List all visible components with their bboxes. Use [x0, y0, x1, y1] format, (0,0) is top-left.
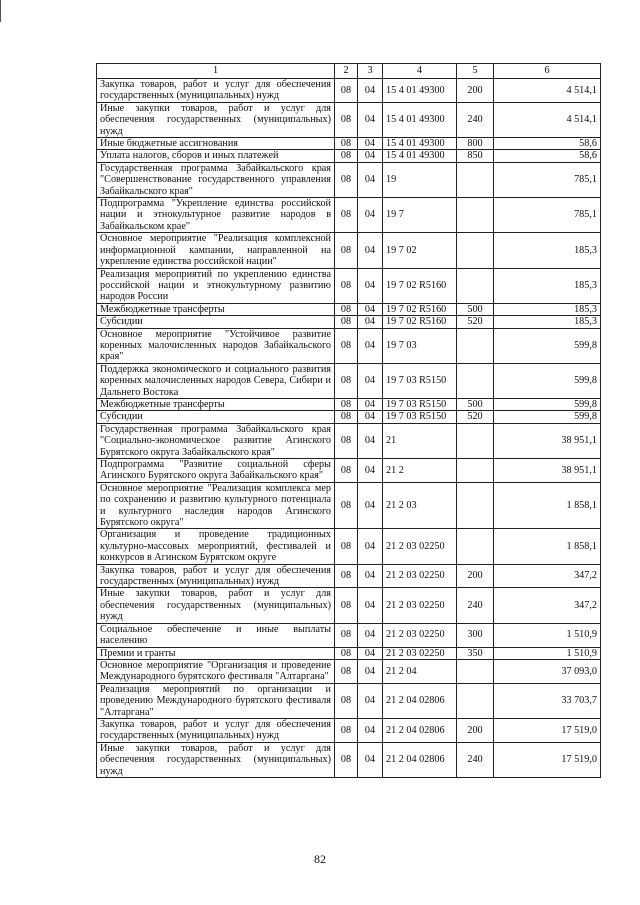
row-subsection-cell: 04 [358, 150, 383, 162]
page-corner-mark [0, 0, 9, 22]
row-expense-type-cell: 850 [457, 150, 494, 162]
row-name-cell: Субсидии [97, 411, 335, 423]
row-name-cell: Премии и гранты [97, 647, 335, 659]
row-target-article-cell: 21 2 04 02806 [383, 742, 457, 777]
row-subsection-cell: 04 [358, 718, 383, 742]
row-section-cell: 08 [335, 198, 358, 233]
row-section-cell: 08 [335, 303, 358, 315]
row-section-cell: 08 [335, 423, 358, 458]
row-section-cell: 08 [335, 683, 358, 718]
row-name-cell: Поддержка экономического и социального развития коренных малочисленных народов Севера, Сибири и Дальнего Востока [97, 363, 335, 398]
row-section-cell: 08 [335, 742, 358, 777]
row-sum-cell: 38 951,1 [494, 459, 601, 483]
table-row [97, 588, 601, 623]
row-name-cell: Иные закупки товаров, работ и услуг для обеспечения государственных (муниципальных) нужд [97, 102, 335, 137]
row-expense-type-cell [457, 162, 494, 197]
row-target-article-cell: 15 4 01 49300 [383, 102, 457, 137]
row-sum-cell: 17 519,0 [494, 718, 601, 742]
table-row [97, 482, 601, 529]
row-target-article-cell: 19 7 03 R5150 [383, 411, 457, 423]
row-subsection-cell: 04 [358, 233, 383, 268]
row-name-cell: Реализация мероприятий по укреплению единства российской нации и этнокультурному развитию народов России [97, 268, 335, 303]
header-cell-name: 1 [97, 64, 335, 79]
row-target-article-cell: 21 2 [383, 459, 457, 483]
row-name-cell: Организация и проведение традиционных культурно-массовых мероприятий, фестивалей и конкурсов в Агинском Бурятском округе [97, 529, 335, 564]
row-subsection-cell: 04 [358, 268, 383, 303]
row-target-article-cell: 21 2 04 02806 [383, 683, 457, 718]
row-target-article-cell: 21 2 03 [383, 482, 457, 529]
row-section-cell: 08 [335, 647, 358, 659]
row-name-cell: Закупка товаров, работ и услуг для обеспечения государственных (муниципальных) нужд [97, 718, 335, 742]
row-sum-cell: 58,6 [494, 150, 601, 162]
row-subsection-cell: 04 [358, 423, 383, 458]
row-sum-cell: 785,1 [494, 198, 601, 233]
table-row [97, 423, 601, 458]
row-expense-type-cell: 520 [457, 411, 494, 423]
table-row [97, 233, 601, 268]
row-target-article-cell: 21 2 04 [383, 659, 457, 683]
row-expense-type-cell: 500 [457, 303, 494, 315]
row-name-cell: Иные бюджетные ассигнования [97, 138, 335, 150]
row-subsection-cell: 04 [358, 647, 383, 659]
row-target-article-cell: 21 [383, 423, 457, 458]
page-number: 82 [314, 852, 326, 866]
table-header-row [97, 64, 601, 79]
table-body [97, 79, 601, 778]
row-expense-type-cell: 240 [457, 102, 494, 137]
row-sum-cell: 1 858,1 [494, 529, 601, 564]
row-expense-type-cell: 300 [457, 623, 494, 647]
row-target-article-cell: 19 7 02 R5160 [383, 303, 457, 315]
row-section-cell: 08 [335, 316, 358, 328]
table-row [97, 150, 601, 162]
row-subsection-cell: 04 [358, 162, 383, 197]
row-subsection-cell: 04 [358, 659, 383, 683]
row-sum-cell: 599,8 [494, 328, 601, 363]
row-target-article-cell: 21 2 03 02250 [383, 529, 457, 564]
row-subsection-cell: 04 [358, 303, 383, 315]
row-target-article-cell: 21 2 03 02250 [383, 623, 457, 647]
header-cell-sum: 6 [494, 64, 601, 79]
row-subsection-cell: 04 [358, 79, 383, 103]
row-sum-cell: 347,2 [494, 588, 601, 623]
row-name-cell: Государственная программа Забайкальского края "Совершенствование государственного управления Забайкальского края" [97, 162, 335, 197]
row-expense-type-cell [457, 459, 494, 483]
row-sum-cell: 185,3 [494, 268, 601, 303]
row-target-article-cell: 19 7 03 R5150 [383, 398, 457, 410]
table-row [97, 363, 601, 398]
row-section-cell: 08 [335, 162, 358, 197]
row-subsection-cell: 04 [358, 564, 383, 588]
header-cell-expense-type: 5 [457, 64, 494, 79]
row-name-cell: Основное мероприятие "Устойчивое развитие коренных малочисленных народов Забайкальского края" [97, 328, 335, 363]
table-row [97, 411, 601, 423]
row-expense-type-cell: 200 [457, 79, 494, 103]
row-sum-cell: 185,3 [494, 303, 601, 315]
row-expense-type-cell: 350 [457, 647, 494, 659]
row-name-cell: Основное мероприятие "Реализация комплекса мер по сохранению и развитию культурного потенциала и культурного наследия народов Агинского Бурятского округа" [97, 482, 335, 529]
row-section-cell: 08 [335, 588, 358, 623]
row-target-article-cell: 15 4 01 49300 [383, 79, 457, 103]
row-name-cell: Социальное обеспечение и иные выплаты населению [97, 623, 335, 647]
row-section-cell: 08 [335, 79, 358, 103]
row-section-cell: 08 [335, 363, 358, 398]
row-target-article-cell: 19 7 03 [383, 328, 457, 363]
row-section-cell: 08 [335, 233, 358, 268]
row-subsection-cell: 04 [358, 623, 383, 647]
row-name-cell: Межбюджетные трансферты [97, 398, 335, 410]
row-target-article-cell: 21 2 04 02806 [383, 718, 457, 742]
header-cell-section: 2 [335, 64, 358, 79]
row-expense-type-cell [457, 233, 494, 268]
row-sum-cell: 58,6 [494, 138, 601, 150]
row-subsection-cell: 04 [358, 328, 383, 363]
row-sum-cell: 37 093,0 [494, 659, 601, 683]
row-target-article-cell: 21 2 03 02250 [383, 588, 457, 623]
row-expense-type-cell [457, 482, 494, 529]
row-expense-type-cell [457, 659, 494, 683]
row-target-article-cell: 19 7 02 [383, 233, 457, 268]
row-expense-type-cell: 200 [457, 718, 494, 742]
header-cell-subsection: 3 [358, 64, 383, 79]
row-sum-cell: 785,1 [494, 162, 601, 197]
row-subsection-cell: 04 [358, 363, 383, 398]
table-row [97, 138, 601, 150]
row-subsection-cell: 04 [358, 102, 383, 137]
row-sum-cell: 599,8 [494, 398, 601, 410]
row-expense-type-cell [457, 268, 494, 303]
row-section-cell: 08 [335, 102, 358, 137]
table-row [97, 328, 601, 363]
table-row [97, 398, 601, 410]
row-subsection-cell: 04 [358, 683, 383, 718]
row-subsection-cell: 04 [358, 482, 383, 529]
row-section-cell: 08 [335, 659, 358, 683]
table-row [97, 647, 601, 659]
row-subsection-cell: 04 [358, 459, 383, 483]
row-sum-cell: 599,8 [494, 363, 601, 398]
table-row [97, 162, 601, 197]
table-row [97, 268, 601, 303]
row-section-cell: 08 [335, 482, 358, 529]
row-sum-cell: 599,8 [494, 411, 601, 423]
row-section-cell: 08 [335, 623, 358, 647]
table-row [97, 564, 601, 588]
row-section-cell: 08 [335, 328, 358, 363]
row-sum-cell: 1 510,9 [494, 647, 601, 659]
row-section-cell: 08 [335, 411, 358, 423]
table-row [97, 683, 601, 718]
row-expense-type-cell [457, 423, 494, 458]
row-name-cell: Основное мероприятие "Организация и проведение Международного бурятского фестиваля "Алтаргана" [97, 659, 335, 683]
row-target-article-cell: 19 7 02 R5160 [383, 316, 457, 328]
row-target-article-cell: 19 7 02 R5160 [383, 268, 457, 303]
row-name-cell: Реализация мероприятий по организации и проведению Международного бурятского фестиваля "Алтаргана" [97, 683, 335, 718]
row-subsection-cell: 04 [358, 588, 383, 623]
row-sum-cell: 185,3 [494, 233, 601, 268]
row-target-article-cell: 19 [383, 162, 457, 197]
row-subsection-cell: 04 [358, 529, 383, 564]
row-subsection-cell: 04 [358, 316, 383, 328]
row-name-cell: Государственная программа Забайкальского края "Социально-экономическое развитие Агинского Бурятского округа Забайкальского края" [97, 423, 335, 458]
table-row [97, 742, 601, 777]
table-row [97, 459, 601, 483]
row-expense-type-cell: 240 [457, 588, 494, 623]
table-row [97, 198, 601, 233]
row-section-cell: 08 [335, 718, 358, 742]
row-section-cell: 08 [335, 459, 358, 483]
row-target-article-cell: 21 2 03 02250 [383, 647, 457, 659]
row-expense-type-cell: 520 [457, 316, 494, 328]
row-expense-type-cell [457, 198, 494, 233]
table-row [97, 316, 601, 328]
row-section-cell: 08 [335, 268, 358, 303]
row-sum-cell: 1 510,9 [494, 623, 601, 647]
row-sum-cell: 17 519,0 [494, 742, 601, 777]
row-expense-type-cell [457, 683, 494, 718]
row-section-cell: 08 [335, 398, 358, 410]
row-name-cell: Подпрограмма "Развитие социальной сферы Агинского Бурятского округа Забайкальского края" [97, 459, 335, 483]
row-sum-cell: 38 951,1 [494, 423, 601, 458]
row-name-cell: Подпрограмма "Укрепление единства российской нации и этнокультурное развитие народов в Забайкальском крае" [97, 198, 335, 233]
row-expense-type-cell [457, 363, 494, 398]
row-target-article-cell: 15 4 01 49300 [383, 138, 457, 150]
row-target-article-cell: 21 2 03 02250 [383, 564, 457, 588]
row-target-article-cell: 19 7 [383, 198, 457, 233]
row-name-cell: Закупка товаров, работ и услуг для обеспечения государственных (муниципальных) нужд [97, 79, 335, 103]
row-name-cell: Субсидии [97, 316, 335, 328]
row-sum-cell: 4 514,1 [494, 102, 601, 137]
row-sum-cell: 1 858,1 [494, 482, 601, 529]
row-expense-type-cell: 240 [457, 742, 494, 777]
row-section-cell: 08 [335, 138, 358, 150]
row-name-cell: Основное мероприятие "Реализация комплексной информационной кампании, направленной на укрепление единства российской нации" [97, 233, 335, 268]
row-sum-cell: 33 703,7 [494, 683, 601, 718]
row-name-cell: Межбюджетные трансферты [97, 303, 335, 315]
row-sum-cell: 347,2 [494, 564, 601, 588]
row-subsection-cell: 04 [358, 742, 383, 777]
table-row [97, 79, 601, 103]
row-section-cell: 08 [335, 564, 358, 588]
row-subsection-cell: 04 [358, 138, 383, 150]
row-sum-cell: 4 514,1 [494, 79, 601, 103]
table-row [97, 102, 601, 137]
row-target-article-cell: 19 7 03 R5150 [383, 363, 457, 398]
row-expense-type-cell: 500 [457, 398, 494, 410]
row-expense-type-cell: 800 [457, 138, 494, 150]
row-expense-type-cell [457, 529, 494, 564]
row-name-cell: Закупка товаров, работ и услуг для обеспечения государственных (муниципальных) нужд [97, 564, 335, 588]
row-section-cell: 08 [335, 150, 358, 162]
table-row [97, 303, 601, 315]
header-cell-target-article: 4 [383, 64, 457, 79]
row-subsection-cell: 04 [358, 411, 383, 423]
row-name-cell: Иные закупки товаров, работ и услуг для обеспечения государственных (муниципальных) нужд [97, 742, 335, 777]
row-target-article-cell: 15 4 01 49300 [383, 150, 457, 162]
table-row [97, 529, 601, 564]
row-expense-type-cell: 200 [457, 564, 494, 588]
row-name-cell: Уплата налогов, сборов и иных платежей [97, 150, 335, 162]
table-row [97, 718, 601, 742]
row-subsection-cell: 04 [358, 198, 383, 233]
table-row [97, 659, 601, 683]
budget-table [96, 63, 601, 778]
table-row [97, 623, 601, 647]
row-expense-type-cell [457, 328, 494, 363]
row-sum-cell: 185,3 [494, 316, 601, 328]
row-name-cell: Иные закупки товаров, работ и услуг для обеспечения государственных (муниципальных) нужд [97, 588, 335, 623]
row-section-cell: 08 [335, 529, 358, 564]
row-subsection-cell: 04 [358, 398, 383, 410]
